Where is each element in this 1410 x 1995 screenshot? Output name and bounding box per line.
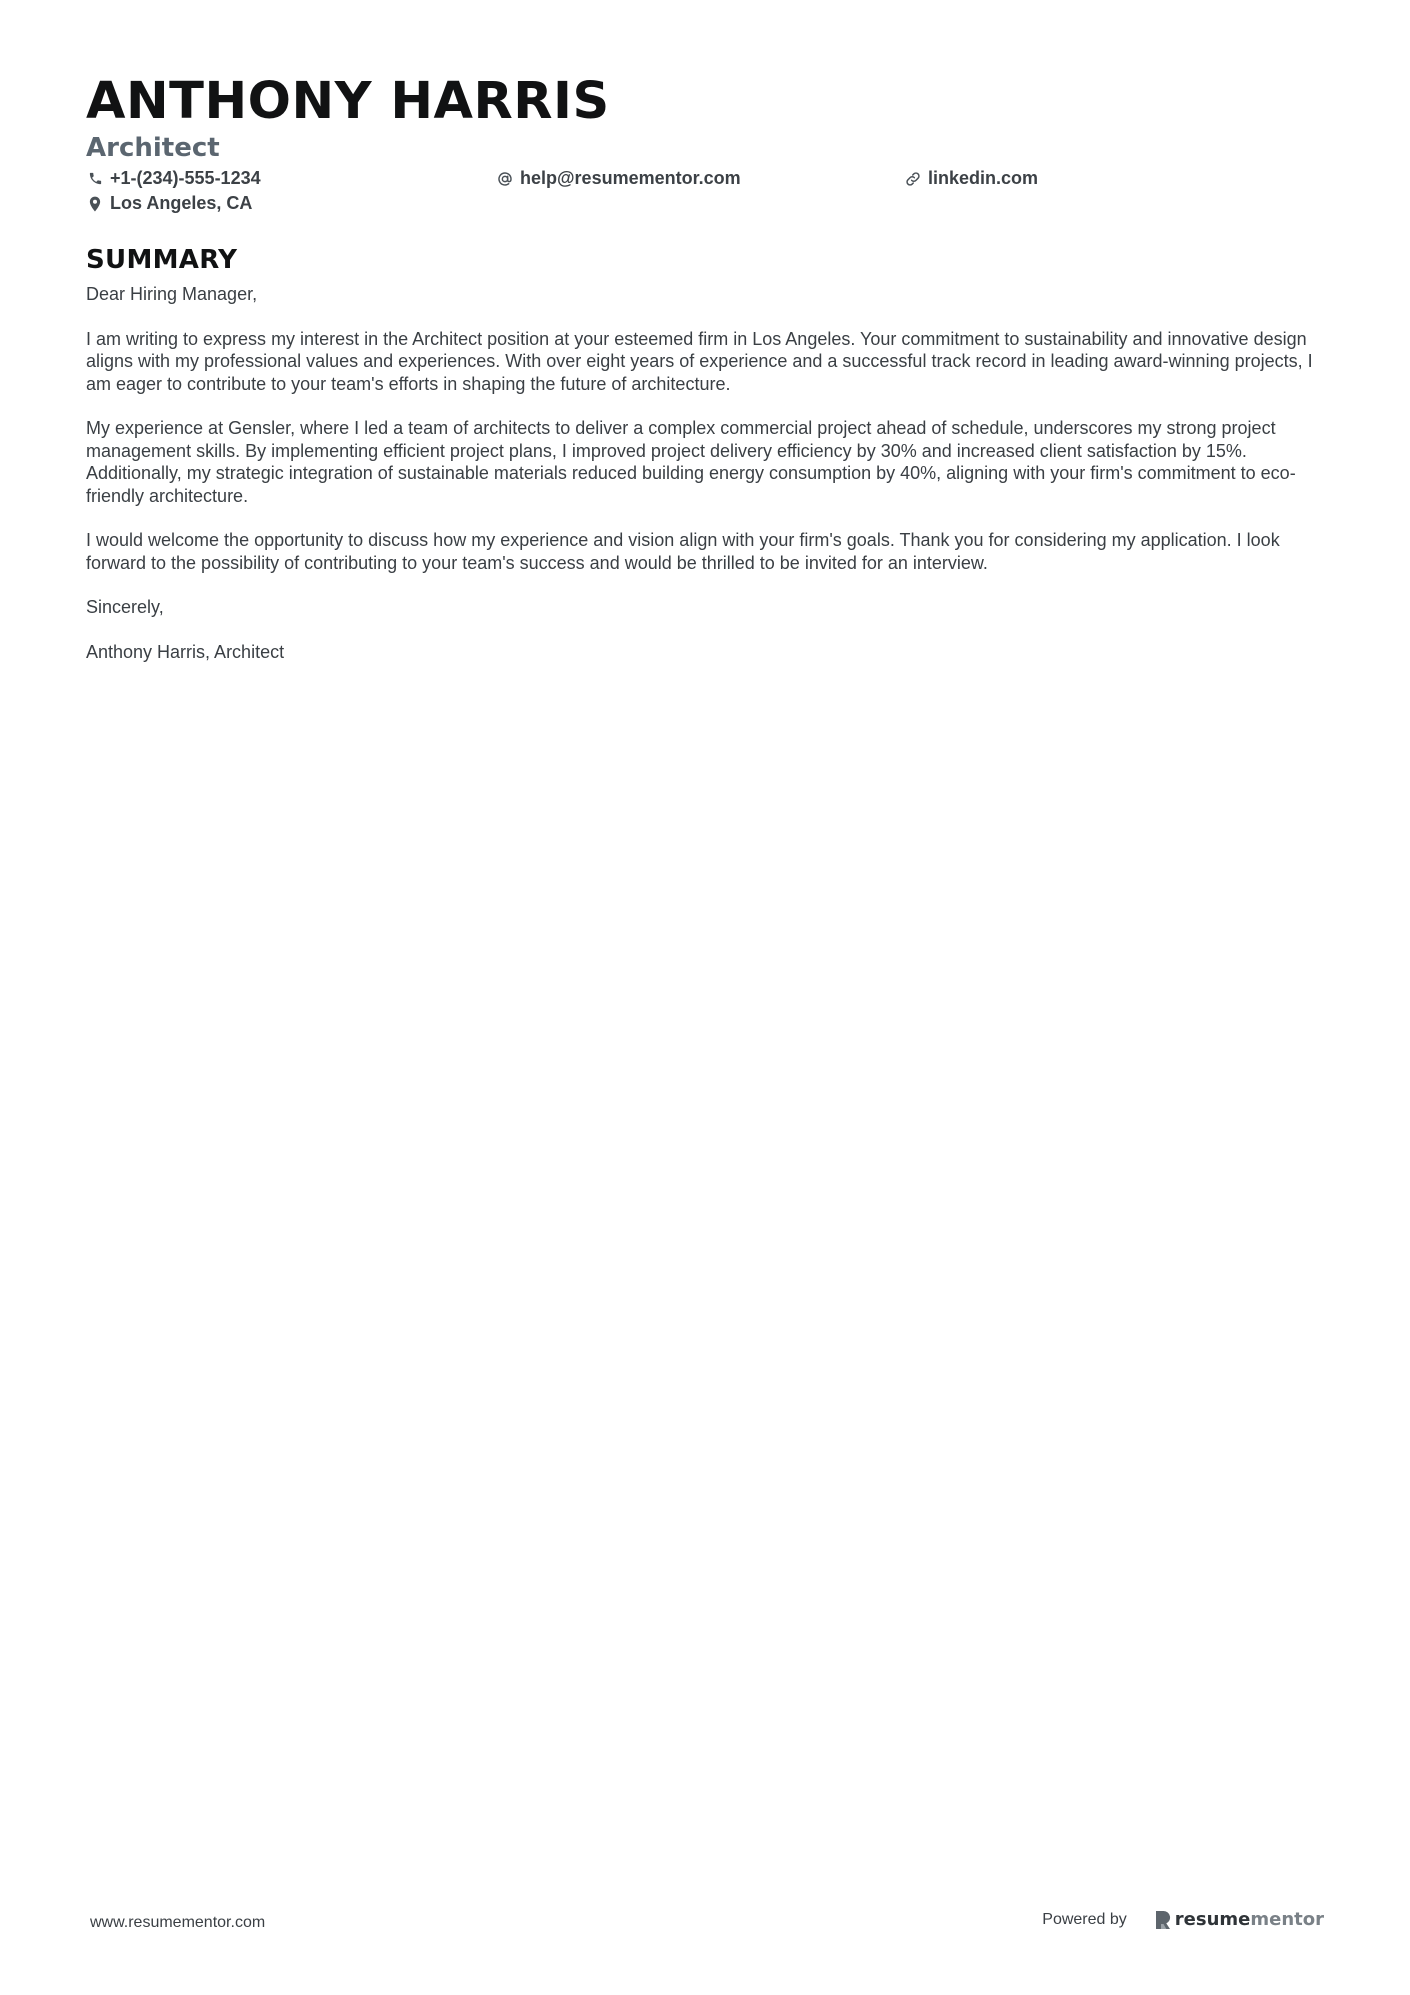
brand-name-part1: resume xyxy=(1174,1909,1251,1930)
closing: Sincerely, xyxy=(86,597,164,617)
paragraph-intro: I am writing to express my interest in the Architect position at your esteemed firm in Los Angeles. Your commitment to sustainability and innovative design aligns with my professional values and experiences. With over eight years of experience and a successful track record in leading award-winning projects, I am eager to contribute to your team's efforts in shaping the future of architecture. xyxy=(86,328,1313,394)
contact-email xyxy=(496,166,741,191)
map-pin-icon xyxy=(86,195,104,213)
resumementor-logo-icon xyxy=(1155,1910,1171,1930)
at-icon xyxy=(496,170,514,188)
paragraph-experience: My experience at Gensler, where I led a team of architects to deliver a complex commercial project ahead of schedule, underscores my strong project management skills. By implementing efficient project plans, I improved project delivery efficiency by 30% and increased client satisfaction by 15%. Additionally, my strategic integration of sustainable materials reduced building energy consumption by 40%, aligning with your firm's commitment to eco-friendly architecture. xyxy=(86,418,1296,506)
brand-logo[interactable] xyxy=(1155,1909,1324,1930)
salutation: Dear Hiring Manager, xyxy=(86,284,258,304)
email-text[interactable]: help@resumementor.com xyxy=(520,168,741,188)
link-icon xyxy=(904,170,922,188)
brand-name-part2: mentor xyxy=(1250,1909,1324,1930)
footer-website[interactable]: www.resumementor.com xyxy=(90,1914,266,1931)
signature: Anthony Harris, Architect xyxy=(86,641,285,662)
paragraph-closing: I would welcome the opportunity to discuss how my experience and vision align with your firm's goals. Thank you for considering my application. I look forward to the possibility of contributing to your team's success and would be thrilled to be invited for an interview. xyxy=(86,530,1280,573)
candidate-role: Architect xyxy=(86,133,220,163)
header xyxy=(86,72,1326,218)
contact-linkedin xyxy=(904,166,1038,191)
footer-branding xyxy=(1042,1909,1324,1930)
candidate-name: ANTHONY HARRIS xyxy=(86,72,610,131)
section-title: SUMMARY xyxy=(86,245,238,275)
powered-by-text: Powered by xyxy=(1042,1910,1127,1928)
linkedin-text[interactable]: linkedin.com xyxy=(928,168,1039,188)
summary-section xyxy=(86,243,1330,685)
phone-icon xyxy=(86,170,104,188)
contact-phone xyxy=(86,166,261,191)
phone-text: +1-(234)-555-1234 xyxy=(110,168,261,188)
location-text: Los Angeles, CA xyxy=(110,193,253,213)
contact-info xyxy=(86,166,1326,218)
contact-location xyxy=(86,191,252,216)
